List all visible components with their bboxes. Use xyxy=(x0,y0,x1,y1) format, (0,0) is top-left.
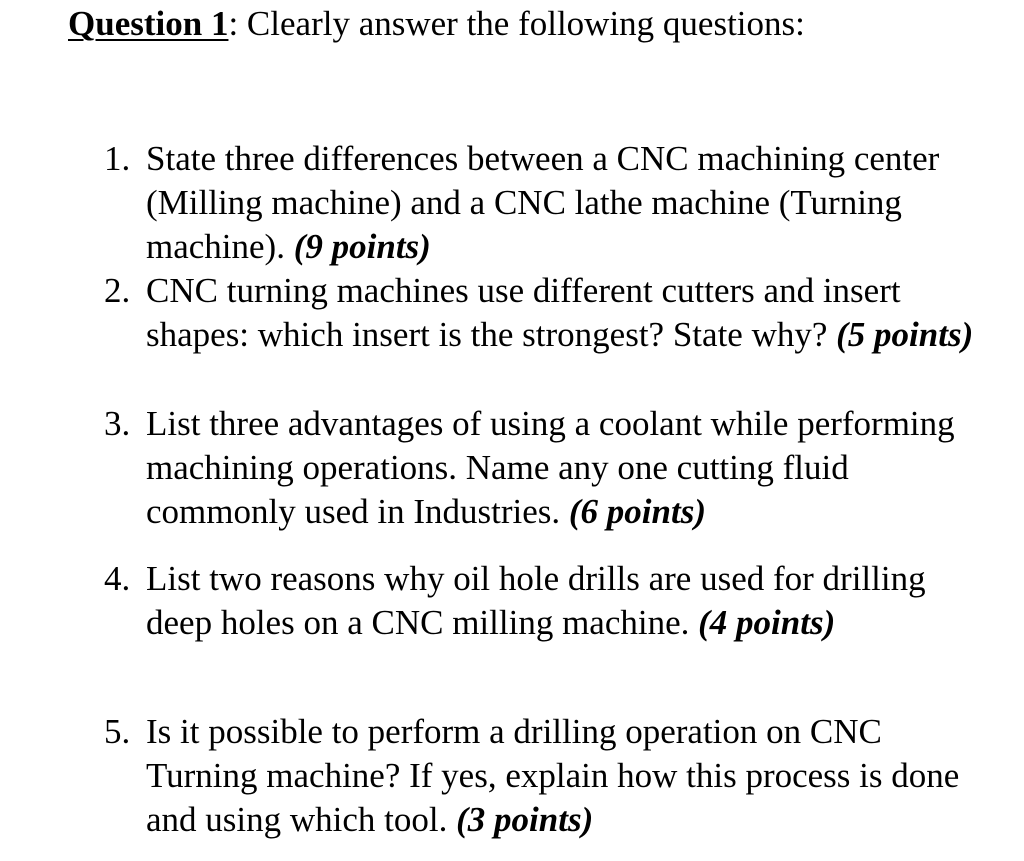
item-text: CNC turning machines use different cutters and insert shapes: which insert is the strongest? State why? xyxy=(146,271,901,354)
list-item xyxy=(104,557,984,645)
item-number: 2. xyxy=(104,271,131,310)
list-item xyxy=(104,269,984,357)
item-number: 1. xyxy=(104,139,131,178)
item-number: 4. xyxy=(104,559,131,598)
item-body xyxy=(146,710,984,842)
item-text: List two reasons why oil hole drills are used for drilling deep holes on a CNC milling machine. xyxy=(146,559,926,642)
item-points: (6 points) xyxy=(568,492,706,531)
item-points: (4 points) xyxy=(698,603,836,642)
item-text: List three advantages of using a coolant while performing machining operations. Name any one cutting fluid commonly used in Industries. xyxy=(146,404,955,531)
item-points: (5 points) xyxy=(836,315,974,354)
question-heading xyxy=(68,0,805,48)
item-points: (9 points) xyxy=(293,227,431,266)
item-number: 3. xyxy=(104,404,131,443)
item-body xyxy=(146,557,984,645)
item-text: State three differences between a CNC machining center (Milling machine) and a CNC lathe machine (Turning machine). xyxy=(146,139,940,266)
item-text: Is it possible to perform a drilling operation on CNC Turning machine? If yes, explain how this process is done and using which tool. xyxy=(146,712,960,839)
list-item xyxy=(104,137,984,269)
item-body xyxy=(146,402,984,534)
item-number: 5. xyxy=(104,712,131,751)
item-body xyxy=(146,269,984,357)
item-body xyxy=(146,137,984,269)
question-instruction: : Clearly answer the following questions: xyxy=(228,4,805,43)
list-item xyxy=(104,402,984,534)
list-item xyxy=(104,710,984,842)
question-label: Question 1 xyxy=(68,4,229,43)
item-points: (3 points) xyxy=(456,800,594,839)
